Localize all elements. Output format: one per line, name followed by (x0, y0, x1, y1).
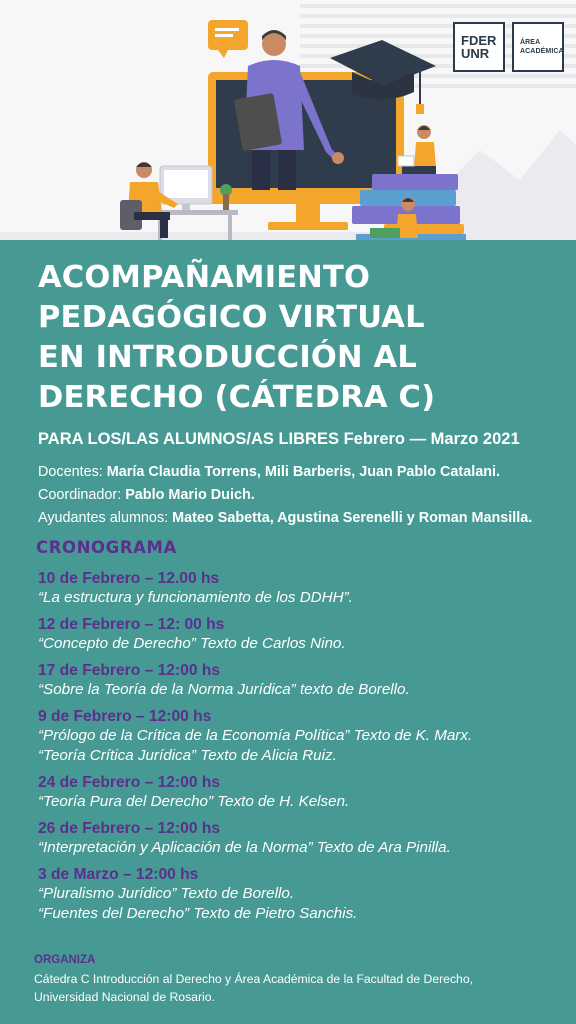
cronograma-heading: CRONOGRAMA (36, 538, 177, 557)
event-date: 12 de Febrero – 12: 00 hs (38, 616, 225, 633)
schedule-item (38, 774, 568, 812)
event-date: 17 de Febrero – 12:00 hs (38, 662, 221, 679)
event-topic: “Prólogo de la Crítica de la Economía Política” Texto de K. Marx. (38, 727, 473, 744)
event-topic: “Sobre la Teoría de la Norma Jurídica” texto de Borello. (38, 681, 410, 698)
event-date: 9 de Febrero – 12:00 hs (38, 708, 212, 725)
ayudantes-label: Ayudantes alumnos: (38, 510, 173, 526)
header-illustration (0, 0, 576, 240)
fder-unr-logo (453, 22, 505, 72)
schedule-item (38, 616, 568, 654)
event-topic: “Fuentes del Derecho” Texto de Pietro Sanchis. (38, 905, 358, 922)
schedule-item (38, 708, 568, 766)
title-line: EN INTRODUCCIÓN AL (38, 340, 417, 375)
logo-fder-text: FDER (461, 33, 497, 48)
title-line: ACOMPAÑAMIENTO (38, 260, 371, 295)
organiza-heading: ORGANIZA (34, 954, 96, 966)
logo-academica-text: ACADÉMICA (520, 48, 564, 55)
organiza-line: Universidad Nacional de Rosario. (34, 990, 215, 1004)
coordinador-value: Pablo Mario Duich. (125, 487, 255, 503)
event-date: 10 de Febrero – 12.00 hs (38, 570, 220, 587)
logos-group (453, 22, 564, 72)
schedule-item (38, 662, 568, 700)
schedule-item (38, 866, 568, 924)
schedule-item (38, 570, 568, 608)
schedule-list (38, 570, 568, 932)
docentes-row (38, 461, 532, 484)
area-academica-logo (512, 22, 564, 72)
schedule-item (38, 820, 568, 858)
event-topic: “Teoría Crítica Jurídica” Texto de Alicia Ruiz. (38, 747, 337, 764)
event-topic: “Teoría Pura del Derecho” Texto de H. Kelsen. (38, 793, 350, 810)
logo-unr-text: UNR (461, 46, 490, 61)
event-topic: “Concepto de Derecho” Texto de Carlos Nino. (38, 635, 346, 652)
docentes-label: Docentes: (38, 464, 107, 480)
coordinador-label: Coordinador: (38, 487, 126, 503)
ayudantes-row (38, 507, 532, 530)
title-line: DERECHO (CÁTEDRA C) (38, 380, 436, 415)
docentes-value: María Claudia Torrens, Mili Barberis, Juan Pablo Catalani. (106, 464, 500, 480)
event-topic: “Pluralismo Jurídico” Texto de Borello. (38, 885, 295, 902)
title-line: PEDAGÓGICO VIRTUAL (38, 300, 425, 335)
organiza-line: Cátedra C Introducción al Derecho y Área Académica de la Facultad de Derecho, (34, 972, 473, 986)
event-date: 26 de Febrero – 12:00 hs (38, 820, 221, 837)
organiza-text (34, 970, 554, 1006)
content-panel (0, 240, 576, 1024)
page-title (38, 258, 558, 418)
subtitle: PARA LOS/LAS ALUMNOS/AS LIBRES Febrero — Marzo 2021 (38, 430, 520, 448)
event-date: 3 de Marzo – 12:00 hs (38, 866, 199, 883)
staff-block (38, 461, 532, 530)
event-topic: “Interpretación y Aplicación de la Norma” Texto de Ara Pinilla. (38, 839, 451, 856)
event-topic: “La estructura y funcionamiento de los DDHH”. (38, 589, 353, 606)
coordinador-row (38, 484, 532, 507)
event-date: 24 de Febrero – 12:00 hs (38, 774, 221, 791)
logo-area-text: ÁREA (520, 39, 541, 46)
ayudantes-value: Mateo Sabetta, Agustina Serenelli y Roman Mansilla. (172, 510, 533, 526)
